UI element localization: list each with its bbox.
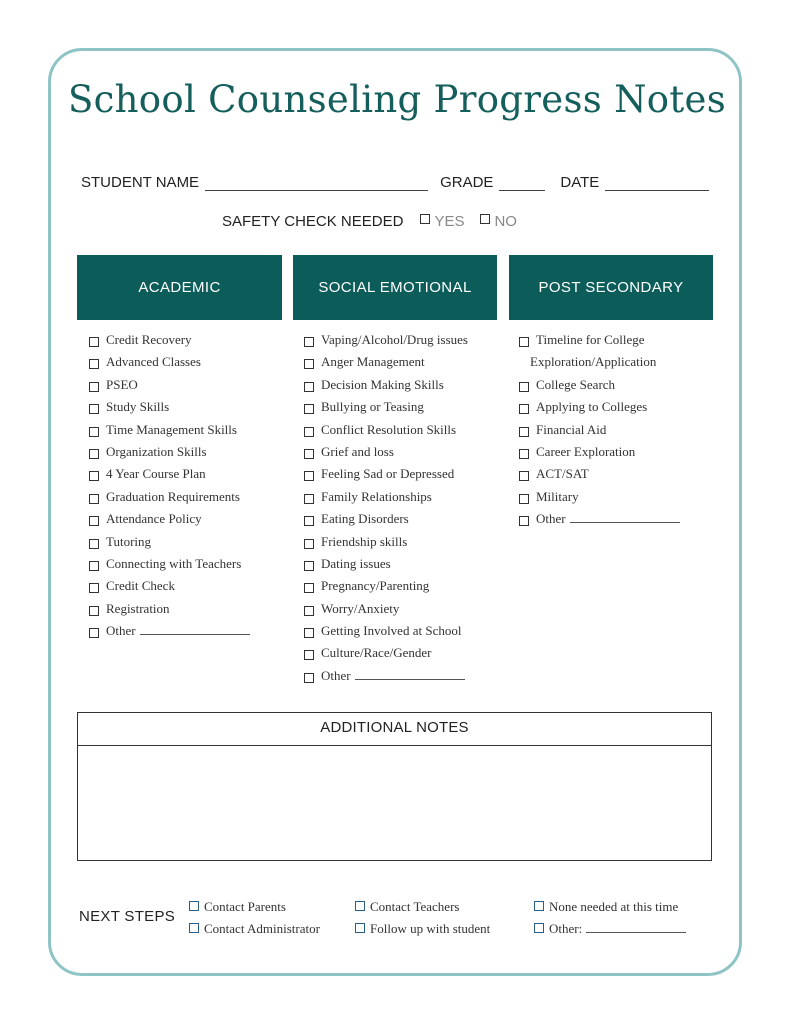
list-item[interactable]: Dating issues [304,553,499,575]
contact-teachers-option[interactable]: Contact Teachers [355,898,459,916]
follow-up-option[interactable]: Follow up with student [355,920,490,938]
additional-notes-area[interactable] [78,746,711,861]
checkbox[interactable] [89,628,99,638]
checkbox[interactable] [304,539,314,549]
checkbox[interactable] [89,583,99,593]
list-item[interactable]: College Search [519,374,714,396]
list-item[interactable]: Decision Making Skills [304,374,499,396]
checkbox[interactable] [304,382,314,392]
student-info-row [81,174,709,191]
list-item[interactable]: Advanced Classes [89,351,284,373]
list-item[interactable]: Pregnancy/Parenting [304,575,499,597]
list-item[interactable]: Anger Management [304,351,499,373]
student-name-label: STUDENT NAME [81,174,200,191]
next-steps-label: NEXT STEPS [79,908,176,925]
academic-list [89,329,284,642]
list-item[interactable]: Friendship skills [304,531,499,553]
list-item[interactable]: Credit Recovery [89,329,284,351]
social-emotional-list [304,329,499,687]
checkbox[interactable] [304,449,314,459]
list-item[interactable]: Eating Disorders [304,508,499,530]
no-label: NO [494,213,517,230]
list-item[interactable]: Getting Involved at School [304,620,499,642]
other-post-secondary-field[interactable] [570,510,680,523]
checkbox[interactable] [89,359,99,369]
checkbox[interactable] [89,606,99,616]
additional-notes-box [77,712,712,861]
list-item[interactable]: Other [304,665,499,687]
checkbox[interactable] [304,673,314,683]
checkbox[interactable] [304,516,314,526]
checkbox[interactable] [304,359,314,369]
yes-checkbox[interactable] [420,214,430,224]
checkbox[interactable] [519,471,529,481]
checkbox[interactable] [189,901,199,911]
grade-label: GRADE [440,174,494,191]
none-needed-option[interactable]: None needed at this time [534,898,678,916]
list-item[interactable]: 4 Year Course Plan [89,463,284,485]
checkbox[interactable] [89,516,99,526]
list-item[interactable]: Bullying or Teasing [304,396,499,418]
list-item[interactable]: Grief and loss [304,441,499,463]
list-item[interactable]: Credit Check [89,575,284,597]
page-title: School Counseling Progress Notes [68,78,726,121]
checkbox[interactable] [89,494,99,504]
checkbox[interactable] [355,923,365,933]
list-item[interactable]: Time Management Skills [89,419,284,441]
academic-header: ACADEMIC [77,255,282,320]
checkbox[interactable] [519,382,529,392]
list-item[interactable]: ACT/SAT [519,463,714,485]
checkbox[interactable] [89,382,99,392]
checkbox[interactable] [355,901,365,911]
student-name-field[interactable] [205,176,428,191]
list-item[interactable]: Career Exploration [519,441,714,463]
checkbox[interactable] [304,337,314,347]
safety-check-row [222,213,517,230]
checkbox[interactable] [519,449,529,459]
list-item[interactable]: Applying to Colleges [519,396,714,418]
checkbox[interactable] [89,539,99,549]
list-item[interactable]: Military [519,486,714,508]
other-social-field[interactable] [355,667,465,680]
date-field[interactable] [605,176,709,191]
checkbox[interactable] [304,494,314,504]
checkbox[interactable] [89,427,99,437]
safety-check-label: SAFETY CHECK NEEDED [222,213,404,230]
list-item[interactable]: Graduation Requirements [89,486,284,508]
checkbox[interactable] [304,650,314,660]
checkbox[interactable] [189,923,199,933]
checkbox[interactable] [304,427,314,437]
list-item[interactable]: PSEO [89,374,284,396]
post-secondary-list [519,329,714,531]
checkbox[interactable] [519,427,529,437]
checkbox[interactable] [89,471,99,481]
list-item[interactable]: Conflict Resolution Skills [304,419,499,441]
date-label: DATE [560,174,600,191]
checkbox[interactable] [304,561,314,571]
list-item[interactable]: Other [89,620,284,642]
checkbox[interactable] [534,901,544,911]
checkbox[interactable] [304,628,314,638]
list-item[interactable]: Tutoring [89,531,284,553]
list-item[interactable]: Study Skills [89,396,284,418]
list-item[interactable]: Financial Aid [519,419,714,441]
checkbox[interactable] [89,561,99,571]
checkbox[interactable] [519,516,529,526]
checkbox[interactable] [304,583,314,593]
additional-notes-title: ADDITIONAL NOTES [78,713,711,746]
list-item[interactable]: Worry/Anxiety [304,598,499,620]
contact-administrator-option[interactable]: Contact Administrator [189,920,320,938]
checkbox[interactable] [519,404,529,414]
other-academic-field[interactable] [140,622,250,635]
list-item[interactable]: Vaping/Alcohol/Drug issues [304,329,499,351]
list-item[interactable]: Feeling Sad or Depressed [304,463,499,485]
contact-parents-option[interactable]: Contact Parents [189,898,286,916]
checkbox[interactable] [304,606,314,616]
list-item-continuation: Exploration/Application [530,354,657,370]
list-item[interactable]: Registration [89,598,284,620]
checkbox[interactable] [519,337,529,347]
social-emotional-header: SOCIAL EMOTIONAL [293,255,497,320]
post-secondary-header: POST SECONDARY [509,255,713,320]
list-item[interactable]: Other [519,508,714,530]
list-item[interactable]: Attendance Policy [89,508,284,530]
checkbox[interactable] [519,494,529,504]
list-item[interactable]: Organization Skills [89,441,284,463]
list-item[interactable]: Family Relationships [304,486,499,508]
checkbox[interactable] [89,337,99,347]
checkbox[interactable] [304,471,314,481]
other-next-step-option[interactable]: Other: [534,920,686,938]
checkbox[interactable] [89,404,99,414]
list-item[interactable]: Connecting with Teachers [89,553,284,575]
grade-field[interactable] [499,176,545,191]
no-checkbox[interactable] [480,214,490,224]
list-item[interactable]: Culture/Race/Gender [304,642,499,664]
list-item[interactable]: Timeline for College [519,329,714,351]
other-next-step-field[interactable] [586,920,686,933]
checkbox[interactable] [89,449,99,459]
checkbox[interactable] [304,404,314,414]
yes-label: YES [434,213,465,230]
checkbox[interactable] [534,923,544,933]
